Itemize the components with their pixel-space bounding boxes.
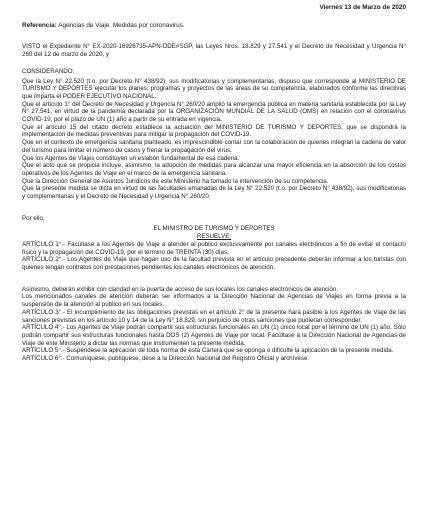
considerando-paragraph: Que el artículo 15 del citado decreto establece la actuación del MINISTERIO DE TURISMO Y DEPORTES, que se dispondrá la implementación de medidas preventivas para mitigar la propagación del COVID-19.	[22, 123, 406, 139]
document-page	[22, 4, 406, 363]
article-paragraph: Asimismo, deberán exhibir con claridad en la puerta de acceso de sus locales los canales electrónicos de atención.	[22, 285, 339, 293]
document-date: Viernes 13 de Marzo de 2020	[319, 4, 406, 11]
article-paragraph: Los mencionados canales de atención deberán ser informados a la Dirección Nacional de Agencias de Viajes en forma previa a la suspensión de la atención al público en sus locales.	[22, 293, 406, 309]
considerando-paragraph: Que la Ley N° 22.520 (t.o. por Decreto N° 438/92), sus modificatorias y complementarias, dispuso que corresponde al MINISTERIO DE TURISMO Y DEPORTES ejecutar los planes, programas y proyectos de las áreas de su competencia, elaborados conforme las directivas que imparta el PODER EJECUTIVO NACIONAL.	[22, 77, 406, 100]
reference-label: Referencia:	[22, 21, 57, 29]
article-paragraph: ARTÍCULO 2°.- Los Agentes de Viaje que hagan uso de la facultad prevista en el artículo precedente deberán informar a los turistas con quienes tengan contratos con prestaciones pendientes los canales electrónicos de atención.	[22, 256, 406, 271]
authority-heading: EL MINISTRO DE TURISMO Y DEPORTES	[153, 225, 275, 233]
article-paragraph: ARTÍCULO 5°.- Suspéndese la aplicación de toda norma de esta Cartera que se oponga o dificulte la aplicación de la presente medida.	[22, 347, 394, 355]
considerando-paragraph: Que el acto que se propicia incluye, asimismo, la adopción de medidas para alcanzar una mayor eficiencia en la absorción de los costos operativos de los Agentes de Viaje en el marco de la emergencia sanitaria.	[22, 162, 406, 177]
considerando-heading: CONSIDERANDO:	[22, 67, 75, 75]
considerando-paragraph: Que la presente medida se dicta en virtud de las facultades emanadas de la Ley N° 22.520 (t.o. por Decreto N° 438/92), sus modificatorias y complementarias y el Decreto de Necesidad y Urgencia N° 260/20.	[22, 185, 406, 201]
por-ello: Por ello,	[22, 214, 45, 222]
article-paragraph: ARTÍCULO 1°.- Facúltase a los Agentes de Viaje a atender al público exclusivamente por canales electrónicos a fin de evitar el contacto físico y la propagación del COVID-19, por el término de TREINTA (30) días.	[22, 240, 406, 256]
article-paragraph: ARTÍCULO 4°.- Los Agentes de Viaje podrán compartir sus estructuras funcionales en UN (1) único local por el término de UN (1) año. Sólo podrán compartir sus estructuras funcionales hasta DOS (2) Agentes de Viaje por local. Facúltase a la Dirección Nacional de Agencias de Viaje de este Ministerio a dictar las normas que instrumenten la presente medida.	[22, 324, 406, 347]
considerando-list	[22, 78, 406, 201]
reference-line	[22, 22, 406, 30]
visto-paragraph: VISTO el Expediente N° EX-2020-16926735-APN-DDE#SGP, las Leyes Nros. 18.829 y 27.541 y el Decreto de Necesidad y Urgencia N° 260 del 12 de marzo de 2020, y	[22, 43, 406, 59]
considerando-paragraph: Que la Dirección General de Asuntos Jurídicos de este Ministerio ha tomado la intervención de su competencia.	[22, 177, 329, 185]
considerando-paragraph: Que el artículo 1° del Decreto de Necesidad y Urgencia N° 260/20 amplió la emergencia pública en materia sanitaria establecida por la Ley N° 27.541, en virtud de la pandemia declarada por la ORGANIZACIÓN MUNDIAL DE LA SALUD (OMS) en relación con el coronavirus COVID-19, por el plazo de UN (1) año a partir de su entrada en vigencia.	[22, 100, 406, 124]
considerando-paragraph: Que en el contexto de emergencia sanitaria planteado, es imprescindible contar con la colaboración de quienes integran la cadena de valor del turismo para limitar el número de casos y frenar la propagación del virus.	[22, 139, 406, 154]
articles-first-block	[22, 241, 406, 272]
articles-second-block	[22, 286, 406, 363]
article-paragraph: ARTÍCULO 3°.- El incumplimiento de las obligaciones previstas en el artículo 2° de la presente hará pasible a los Agentes de Viaje de las sanciones previstas en los artículo 10 y 14 de la Ley N° 18.829, sin perjuicio de otras sanciones que pudieran corresponder.	[22, 308, 406, 324]
reference-text: Agencias de Viaje. Medidas por coronavirus.	[58, 21, 185, 29]
resuelve-heading: RESUELVE:	[196, 233, 232, 241]
article-paragraph: ARTÍCULO 6°.- Comuníquese, publíquese, dese a la Dirección Nacional del Registro Oficial y archívese.	[22, 355, 310, 363]
considerando-paragraph: Que los Agentes de Viajes constituyen un eslabón fundamental de esa cadena.	[22, 154, 240, 162]
